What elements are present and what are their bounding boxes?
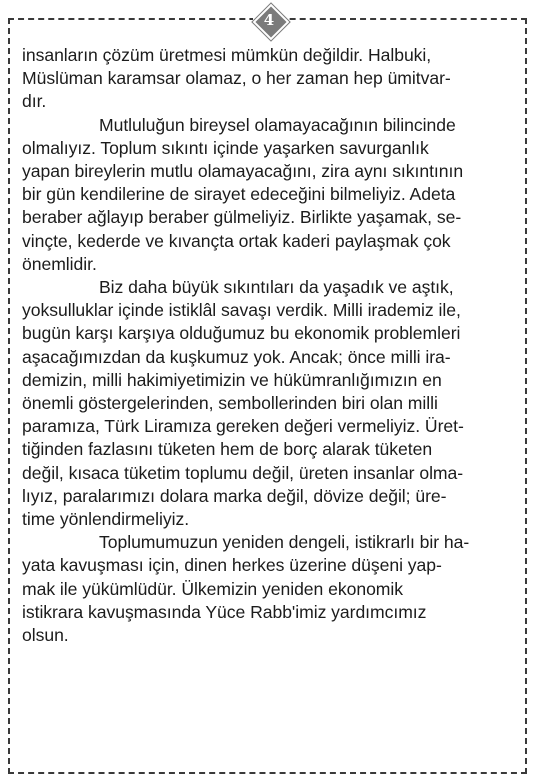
text-line: istikrara kavuşmasında Yüce Rabb'imiz yardımcımız (22, 601, 427, 622)
text-line: Toplumumuzun yeniden dengeli, istikrarlı bir ha- (99, 532, 470, 553)
text-line: insanların çözüm üretmesi mümkün değildir. Halbuki, (22, 45, 432, 65)
page-number: 4 (263, 11, 275, 29)
text-line: Mutluluğun bireysel olamayacağının bilincinde (99, 114, 456, 135)
text-line: bugün karşı karşıya olduğumuz bu ekonomik problemleri (22, 323, 461, 344)
text-line: önemlidir. (22, 253, 97, 274)
text-line: bir gün kendilerine de sirayet edeceğini bilmeliyiz. Adeta (22, 184, 456, 205)
text-line: Müslüman karamsar olamaz, o her zaman hep ümitvar- (22, 68, 451, 89)
text-line: paramıza, Türk Liramıza gereken değeri vermeliyiz. Üret- (22, 416, 464, 437)
page-number-badge (253, 4, 285, 36)
text-line: lıyız, paralarımızı dolara marka değil, dövize değil; üre- (22, 485, 447, 506)
text-line: time yönlendirmeliyiz. (22, 509, 190, 530)
text-line: olmalıyız. Toplum sıkıntı içinde yaşarken savurganlık (22, 137, 429, 158)
text-line: olsun. (22, 625, 69, 646)
text-line: tiğinden fazlasını tüketen hem de borç alarak tüketen (22, 439, 433, 460)
text-line: demizin, milli hakimiyetimizin ve hükümranlığımızın en (22, 369, 442, 390)
text-line: Biz daha büyük sıkıntıları da yaşadık ve aştık, (99, 277, 454, 298)
text-line: yata kavuşması için, dinen herkes üzerine düşeni yap- (22, 555, 442, 576)
text-line: değil, kısaca tüketim toplumu değil, üreten insanlar olma- (22, 462, 464, 483)
text-line: önemli göstergelerinden, sembollerinden biri olan milli (22, 393, 438, 414)
text-line: yoksulluklar içinde istiklâl savaşı verdik. Milli irademiz ile, (22, 300, 461, 321)
text-line: beraber ağlayıp beraber gülmeliyiz. Birlikte yaşamak, se- (22, 207, 462, 228)
text-line: yapan bireylerin mutlu olamayacağını, zira aynı sıkıntının (22, 161, 464, 182)
article-body (22, 44, 522, 647)
text-line: aşacağımızdan da kuşkumuz yok. Ancak; önce milli ira- (22, 346, 451, 367)
text-line: mak ile yükümlüdür. Ülkemizin yeniden ekonomik (22, 578, 404, 599)
text-line: vinçte, kederde ve kıvançta ortak kaderi paylaşmak çok (22, 230, 451, 251)
text-line: dır. (22, 91, 47, 112)
